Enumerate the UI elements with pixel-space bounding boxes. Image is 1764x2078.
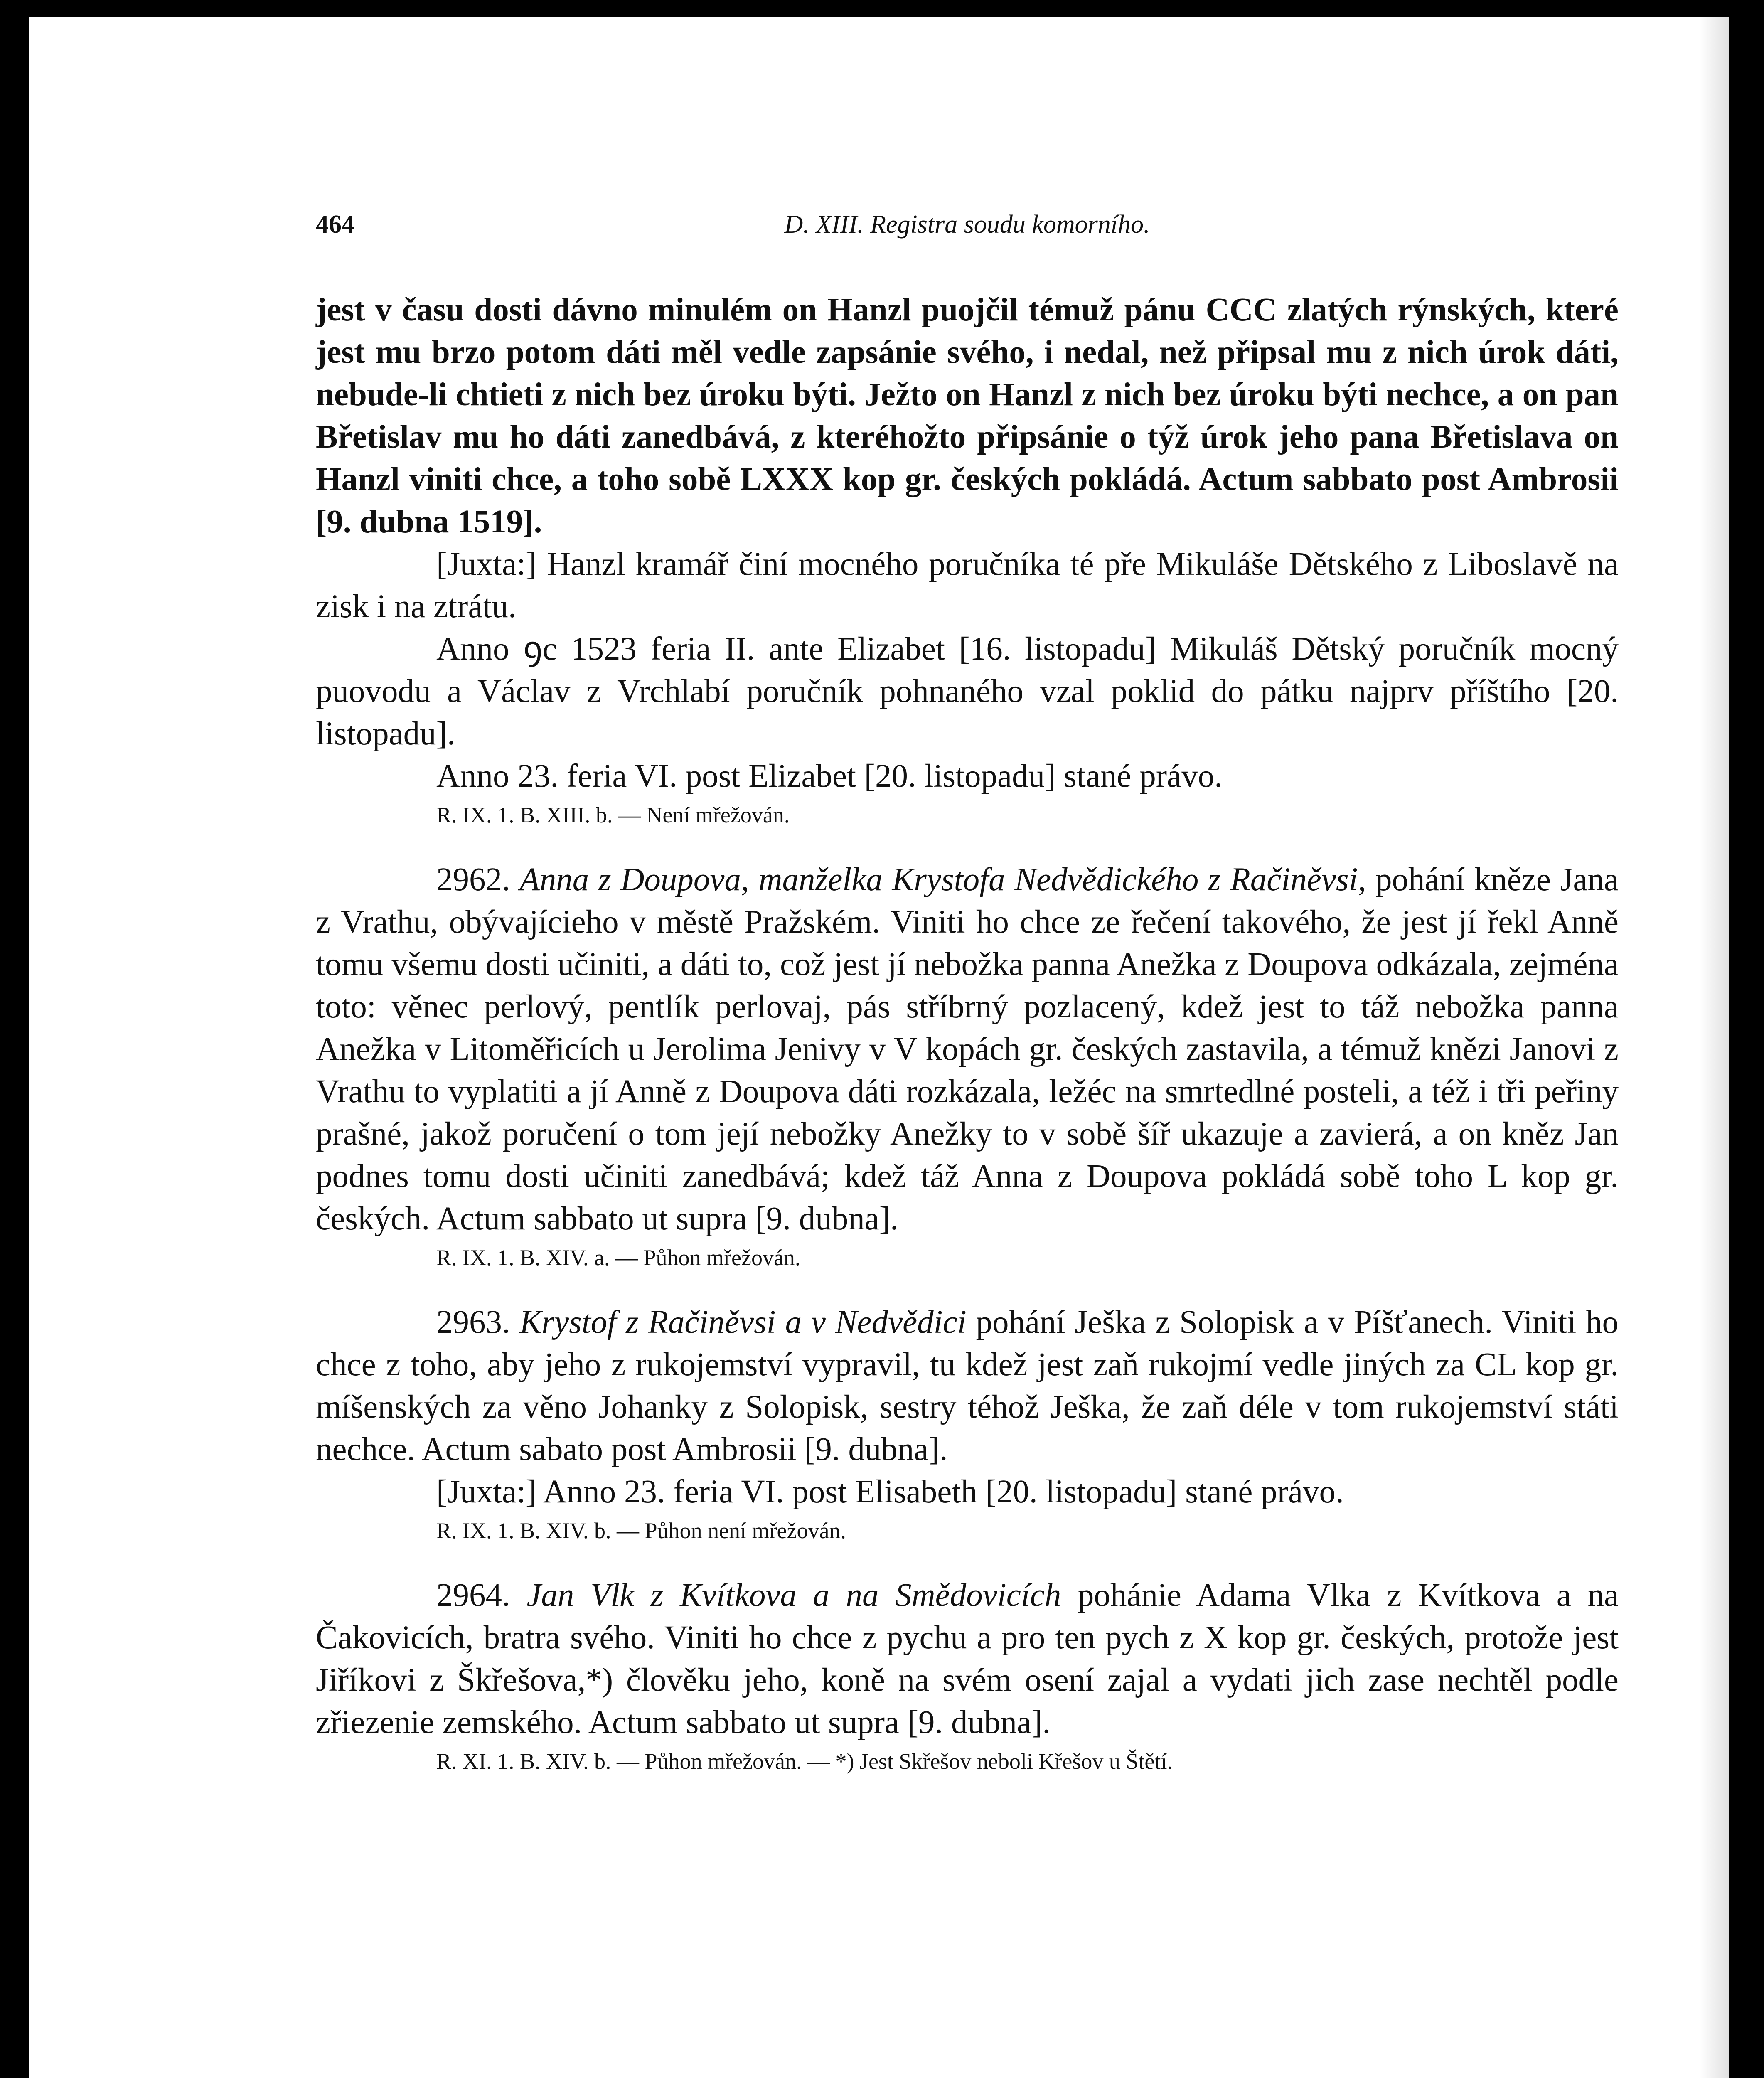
page-edge-shadow bbox=[1700, 17, 1729, 2078]
entry-number: 2962. bbox=[436, 862, 510, 898]
entry-2961-archive-note: R. IX. 1. B. XIII. b. — Není mřežován. bbox=[436, 803, 790, 827]
entry-2963-archive-note: R. IX. 1. B. XIV. b. — Půhon není mřežován. bbox=[436, 1518, 846, 1543]
running-head bbox=[316, 210, 1619, 260]
scanned-page bbox=[29, 17, 1729, 2078]
entry-number: 2964. bbox=[436, 1577, 510, 1613]
entry-2961-continued-text: jest v času dosti dávno minulém on Hanzl puojčil témuž pánu CCC zlatých rýnských, které jest mu brzo potom dáti měl vedle zapsánie svého, i nedal, než připsal mu z nich úrok dáti, nebude-li chtieti z nich bez úroku býti. Ježto on Hanzl z nich bez úroku býti nechce, a on pan Břetislav mu ho dáti zanedbává, z kteréhožto připsánie o týž úrok jeho pana Břetislava on Hanzl viniti chce, a toho sobě LXXX kop gr. českých pokládá. Actum sabbato post Ambrosii [9. dubna 1519]. bbox=[316, 292, 1619, 540]
entry-2964 bbox=[316, 1574, 1619, 1744]
entry-text: pohání kněze Jana z Vrathu, obývajícieho v městě Pražském. Viniti ho chce ze řečení takového, že jest jí řekl Anně tomu všemu dosti učiniti, a dáti to, což jest jí nebožka panna Anežka z Doupova odkázala, zejména toto: věnec perlový, pentlík perlovaj, pás stříbrný pozlacený, kdež jest to táž nebožka panna Anežka v Litoměřicích u Jerolima Jenivy v V kopách gr. českých zastavila, a témuž knězi Janovi z Vrathu to vyplatiti a jí Anně z Doupova dáti rozkázala, ležéc na smrtedlné posteli, a též i tři peřiny prašné, jakož poručení o tom její nebožky Anežky to v sobě šíř ukazuje a zavierá, a on kněz Jan podnes tomu dosti učiniti zanedbává; kdež táž Anna z Doupova pokládá sobě toho L kop gr. českých. Actum sabbato ut supra [9. dubna]. bbox=[316, 862, 1619, 1237]
entry-2961-anno-23: Anno 23. feria VI. post Elizabet [20. listopadu] stané právo. bbox=[436, 758, 1223, 794]
entry-number: 2963. bbox=[436, 1304, 510, 1340]
text-block bbox=[316, 210, 1619, 1779]
entry-2963-juxta: [Juxta:] Anno 23. feria VI. post Elisabeth [20. listopadu] stané právo. bbox=[436, 1474, 1344, 1510]
entry-names: Krystof z Račiněvsi a v Nedvědici bbox=[519, 1304, 967, 1340]
page-number: 464 bbox=[316, 210, 354, 239]
entry-2963 bbox=[316, 1301, 1619, 1471]
entry-2962 bbox=[316, 859, 1619, 1240]
entry-2961-anno-1523: Anno ꝯc 1523 feria II. ante Elizabet [16. listopadu] Mikuláš Dětský poručník mocný puovodu a Václav z Vrchlabí poručník pohnaného vzal poklid do pátku najprv příštího [20. listopadu]. bbox=[316, 631, 1619, 752]
entry-names: Anna z Doupova, manželka Krystofa Nedvědického z Račiněvsi, bbox=[519, 862, 1366, 898]
entry-2962-archive-note: R. IX. 1. B. XIV. a. — Půhon mřežován. bbox=[436, 1245, 801, 1270]
entry-text: pohání Ješka z Solopisk a v Píšťanech. Viniti ho chce z toho, aby jeho z rukojemství vypravil, tu kdež jest zaň rukojmí vedle jiných za CL kop gr. míšenských za věno Johanky z Solopisk, sestry téhož Ješka, že zaň déle v tom rukojemství státi nechce. Actum sabato post Ambrosii [9. dubna]. bbox=[316, 1304, 1619, 1467]
entry-names: Jan Vlk z Kvítkova a na Smědovicích bbox=[526, 1577, 1061, 1613]
entry-text: pohánie Adama Vlka z Kvítkova a na Čakovicích, bratra svého. Viniti ho chce z pychu a pro ten pych z X kop gr. českých, protože jest Jiříkovi z Škřešova,*) člověku jeho, koně na svém osení zajal a vydati jich zase nechtěl podle zřiezenie zemského. Actum sabbato ut supra [9. dubna]. bbox=[316, 1577, 1619, 1741]
entry-2961-juxta: [Juxta:] Hanzl kramář činí mocného poručníka té pře Mikuláše Dětského z Liboslavě na zisk i na ztrátu. bbox=[316, 546, 1619, 625]
running-title: D. XIII. Registra soudu komorního. bbox=[784, 210, 1150, 239]
entry-2964-archive-note-and-footnote: R. XI. 1. B. XIV. b. — Půhon mřežován. — *) Jest Skřešov neboli Křešov u Štětí. bbox=[436, 1749, 1173, 1774]
